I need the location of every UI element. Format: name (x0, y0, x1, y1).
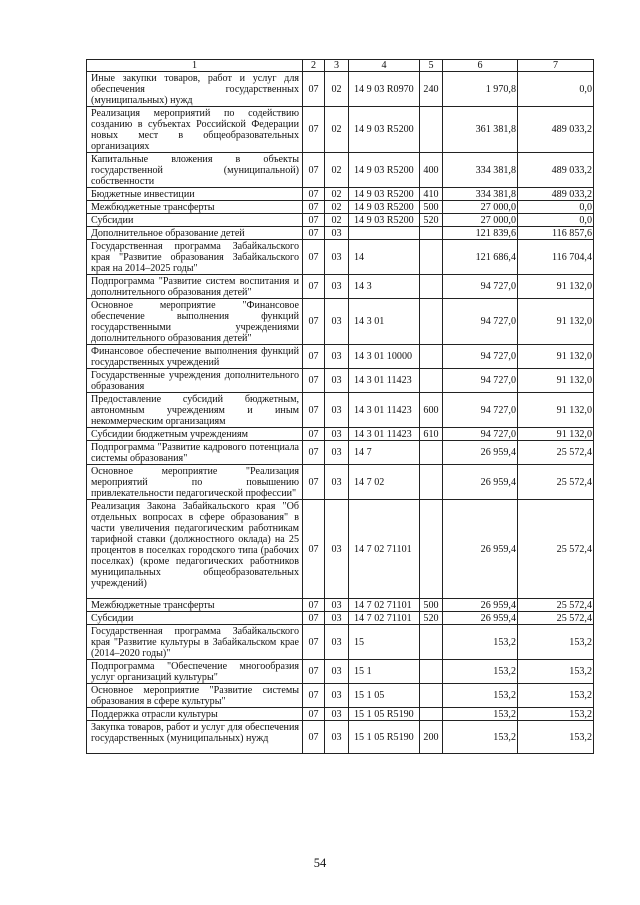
row-name-cell: Реализация мероприятий по содействию созданию в субъектах Российской Федерации новых мест в общеобразовательных организациях (87, 107, 303, 153)
amount-year1-cell: 1 970,8 (443, 72, 518, 107)
row-name-cell: Межбюджетные трансферты (87, 599, 303, 612)
target-article-cell: 14 9 03 R5200 (349, 153, 420, 188)
header-cell-7: 7 (518, 60, 594, 72)
target-article-cell: 15 (349, 625, 420, 660)
expense-type-cell (420, 275, 443, 299)
expense-type-cell (420, 369, 443, 393)
subsection-cell: 03 (325, 345, 349, 369)
amount-year2-cell: 116 857,6 (518, 227, 594, 240)
table-row (87, 612, 594, 625)
table-row (87, 275, 594, 299)
subsection-cell: 03 (325, 275, 349, 299)
expense-type-cell: 200 (420, 721, 443, 754)
amount-year1-cell: 26 959,4 (443, 612, 518, 625)
target-article-cell: 14 (349, 240, 420, 275)
row-name-cell: Закупка товаров, работ и услуг для обеспечения государственных (муниципальных) нужд (87, 721, 303, 754)
amount-year2-cell: 91 132,0 (518, 345, 594, 369)
section-cell: 07 (303, 214, 325, 227)
amount-year1-cell: 94 727,0 (443, 345, 518, 369)
amount-year2-cell: 0,0 (518, 214, 594, 227)
row-name-cell: Подпрограмма "Развитие систем воспитания и дополнительного образования детей" (87, 275, 303, 299)
amount-year2-cell: 91 132,0 (518, 275, 594, 299)
expense-type-cell: 500 (420, 599, 443, 612)
amount-year1-cell: 153,2 (443, 708, 518, 721)
subsection-cell: 03 (325, 441, 349, 465)
expense-type-cell: 410 (420, 188, 443, 201)
subsection-cell: 02 (325, 188, 349, 201)
amount-year2-cell: 91 132,0 (518, 369, 594, 393)
expense-type-cell (420, 240, 443, 275)
expense-type-cell (420, 684, 443, 708)
subsection-cell: 02 (325, 107, 349, 153)
row-name-cell: Государственная программа Забайкальского края "Развитие образования Забайкальского края на 2014–2025 годы" (87, 240, 303, 275)
row-name-cell: Финансовое обеспечение выполнения функций государственных учреждений (87, 345, 303, 369)
amount-year1-cell: 94 727,0 (443, 393, 518, 428)
row-name-cell: Реализация Закона Забайкальского края "Об отдельных вопросах в сфере образования" в части увеличения педагогическим работникам тарифной ставки (должностного оклада) на 25 процентов в поселках городского типа (рабочих поселках) (кроме педагогических работников муниципальных общеобразовательных учреждений) (87, 500, 303, 599)
table-row (87, 625, 594, 660)
amount-year2-cell: 0,0 (518, 201, 594, 214)
table-row (87, 153, 594, 188)
row-name-cell: Межбюджетные трансферты (87, 201, 303, 214)
target-article-cell: 14 3 (349, 275, 420, 299)
section-cell: 07 (303, 227, 325, 240)
table-body (87, 60, 594, 754)
amount-year1-cell: 94 727,0 (443, 369, 518, 393)
row-name-cell: Субсидии (87, 612, 303, 625)
header-cell-2: 2 (303, 60, 325, 72)
subsection-cell: 03 (325, 625, 349, 660)
expense-type-cell: 240 (420, 72, 443, 107)
row-name-cell: Государственные учреждения дополнительного образования (87, 369, 303, 393)
expense-type-cell (420, 500, 443, 599)
table-row (87, 599, 594, 612)
amount-year2-cell: 153,2 (518, 708, 594, 721)
expense-type-cell: 520 (420, 214, 443, 227)
amount-year1-cell: 361 381,8 (443, 107, 518, 153)
target-article-cell: 15 1 05 R5190 (349, 708, 420, 721)
target-article-cell: 14 9 03 R5200 (349, 201, 420, 214)
amount-year2-cell: 489 033,2 (518, 153, 594, 188)
subsection-cell: 03 (325, 299, 349, 345)
header-cell-6: 6 (443, 60, 518, 72)
table-row (87, 214, 594, 227)
table-row (87, 188, 594, 201)
amount-year2-cell: 489 033,2 (518, 188, 594, 201)
table-row (87, 107, 594, 153)
amount-year1-cell: 153,2 (443, 721, 518, 754)
subsection-cell: 03 (325, 240, 349, 275)
section-cell: 07 (303, 625, 325, 660)
target-article-cell: 14 9 03 R0970 (349, 72, 420, 107)
row-name-cell: Поддержка отрасли культуры (87, 708, 303, 721)
target-article-cell: 14 7 02 71101 (349, 599, 420, 612)
section-cell: 07 (303, 345, 325, 369)
row-name-cell: Основное мероприятие "Реализация мероприятий по повышению привлекательности педагогической профессии" (87, 465, 303, 500)
subsection-cell: 03 (325, 684, 349, 708)
target-article-cell: 14 7 02 71101 (349, 612, 420, 625)
subsection-cell: 02 (325, 72, 349, 107)
subsection-cell: 03 (325, 369, 349, 393)
table-row (87, 72, 594, 107)
amount-year1-cell: 334 381,8 (443, 188, 518, 201)
amount-year2-cell: 25 572,4 (518, 599, 594, 612)
amount-year1-cell: 94 727,0 (443, 275, 518, 299)
target-article-cell: 14 7 02 71101 (349, 500, 420, 599)
amount-year2-cell: 25 572,4 (518, 612, 594, 625)
table-row (87, 240, 594, 275)
amount-year2-cell: 153,2 (518, 660, 594, 684)
expense-type-cell: 600 (420, 393, 443, 428)
header-cell-1: 1 (87, 60, 303, 72)
row-name-cell: Капитальные вложения в объекты государственной (муниципальной) собственности (87, 153, 303, 188)
subsection-cell: 03 (325, 721, 349, 754)
table-row (87, 345, 594, 369)
amount-year2-cell: 153,2 (518, 625, 594, 660)
row-name-cell: Предоставление субсидий бюджетным, автономным учреждениям и иным некоммерческим организациям (87, 393, 303, 428)
row-name-cell: Бюджетные инвестиции (87, 188, 303, 201)
header-cell-4: 4 (349, 60, 420, 72)
row-name-cell: Государственная программа Забайкальского края "Развитие культуры в Забайкальском крае (2014–2020 годы)" (87, 625, 303, 660)
header-cell-3: 3 (325, 60, 349, 72)
expense-type-cell (420, 299, 443, 345)
target-article-cell: 14 3 01 11423 (349, 393, 420, 428)
amount-year2-cell: 91 132,0 (518, 393, 594, 428)
section-cell: 07 (303, 107, 325, 153)
table-row (87, 465, 594, 500)
section-cell: 07 (303, 708, 325, 721)
row-name-cell: Основное мероприятие "Развитие системы образования в сфере культуры" (87, 684, 303, 708)
page-number: 54 (313, 856, 327, 870)
amount-year1-cell: 121 686,4 (443, 240, 518, 275)
subsection-cell: 03 (325, 708, 349, 721)
target-article-cell: 14 3 01 11423 (349, 369, 420, 393)
amount-year2-cell: 91 132,0 (518, 299, 594, 345)
row-name-cell: Субсидии (87, 214, 303, 227)
row-name-cell: Дополнительное образование детей (87, 227, 303, 240)
amount-year1-cell: 94 727,0 (443, 299, 518, 345)
header-row (87, 60, 594, 72)
target-article-cell (349, 227, 420, 240)
amount-year2-cell: 25 572,4 (518, 441, 594, 465)
row-name-cell: Подпрограмма "Развитие кадрового потенциала системы образования" (87, 441, 303, 465)
expense-type-cell: 400 (420, 153, 443, 188)
amount-year2-cell: 116 704,4 (518, 240, 594, 275)
target-article-cell: 14 3 01 (349, 299, 420, 345)
section-cell: 07 (303, 369, 325, 393)
amount-year2-cell: 25 572,4 (518, 500, 594, 599)
amount-year1-cell: 153,2 (443, 684, 518, 708)
section-cell: 07 (303, 393, 325, 428)
target-article-cell: 14 7 (349, 441, 420, 465)
table-row (87, 708, 594, 721)
section-cell: 07 (303, 500, 325, 599)
table-row (87, 684, 594, 708)
row-name-cell: Субсидии бюджетным учреждениям (87, 428, 303, 441)
amount-year1-cell: 26 959,4 (443, 465, 518, 500)
amount-year2-cell: 25 572,4 (518, 465, 594, 500)
target-article-cell: 15 1 05 R5190 (349, 721, 420, 754)
amount-year1-cell: 26 959,4 (443, 500, 518, 599)
amount-year1-cell: 26 959,4 (443, 599, 518, 612)
section-cell: 07 (303, 441, 325, 465)
expense-type-cell (420, 107, 443, 153)
target-article-cell: 14 7 02 (349, 465, 420, 500)
section-cell: 07 (303, 721, 325, 754)
table-row (87, 393, 594, 428)
expense-type-cell: 610 (420, 428, 443, 441)
amount-year1-cell: 94 727,0 (443, 428, 518, 441)
table-row (87, 227, 594, 240)
row-name-cell: Основное мероприятие "Финансовое обеспечение выполнения функций государственными учреждениями дополнительного образования детей" (87, 299, 303, 345)
section-cell: 07 (303, 188, 325, 201)
section-cell: 07 (303, 612, 325, 625)
amount-year2-cell: 489 033,2 (518, 107, 594, 153)
subsection-cell: 03 (325, 612, 349, 625)
table-row (87, 369, 594, 393)
table-row (87, 299, 594, 345)
expense-type-cell (420, 625, 443, 660)
row-name-cell: Иные закупки товаров, работ и услуг для обеспечения государственных (муниципальных) нужд (87, 72, 303, 107)
budget-table (86, 59, 594, 754)
expense-type-cell: 520 (420, 612, 443, 625)
subsection-cell: 03 (325, 465, 349, 500)
section-cell: 07 (303, 465, 325, 500)
section-cell: 07 (303, 660, 325, 684)
table-row (87, 500, 594, 599)
amount-year2-cell: 153,2 (518, 721, 594, 754)
table-row (87, 721, 594, 754)
amount-year1-cell: 153,2 (443, 660, 518, 684)
table-row (87, 441, 594, 465)
amount-year2-cell: 0,0 (518, 72, 594, 107)
target-article-cell: 14 3 01 10000 (349, 345, 420, 369)
target-article-cell: 14 9 03 R5200 (349, 214, 420, 227)
section-cell: 07 (303, 153, 325, 188)
subsection-cell: 03 (325, 599, 349, 612)
amount-year2-cell: 153,2 (518, 684, 594, 708)
amount-year1-cell: 27 000,0 (443, 201, 518, 214)
table-row (87, 660, 594, 684)
section-cell: 07 (303, 299, 325, 345)
target-article-cell: 15 1 (349, 660, 420, 684)
amount-year1-cell: 334 381,8 (443, 153, 518, 188)
subsection-cell: 03 (325, 500, 349, 599)
section-cell: 07 (303, 599, 325, 612)
target-article-cell: 14 9 03 R5200 (349, 107, 420, 153)
section-cell: 07 (303, 684, 325, 708)
section-cell: 07 (303, 275, 325, 299)
table-row (87, 201, 594, 214)
subsection-cell: 02 (325, 214, 349, 227)
expense-type-cell (420, 708, 443, 721)
target-article-cell: 14 9 03 R5200 (349, 188, 420, 201)
section-cell: 07 (303, 240, 325, 275)
expense-type-cell (420, 465, 443, 500)
expense-type-cell: 500 (420, 201, 443, 214)
section-cell: 07 (303, 428, 325, 441)
subsection-cell: 03 (325, 428, 349, 441)
target-article-cell: 15 1 05 (349, 684, 420, 708)
amount-year1-cell: 26 959,4 (443, 441, 518, 465)
expense-type-cell (420, 227, 443, 240)
amount-year2-cell: 91 132,0 (518, 428, 594, 441)
expense-type-cell (420, 660, 443, 684)
table-row (87, 428, 594, 441)
expense-type-cell (420, 441, 443, 465)
subsection-cell: 03 (325, 393, 349, 428)
amount-year1-cell: 153,2 (443, 625, 518, 660)
subsection-cell: 03 (325, 227, 349, 240)
expense-type-cell (420, 345, 443, 369)
target-article-cell: 14 3 01 11423 (349, 428, 420, 441)
subsection-cell: 03 (325, 660, 349, 684)
amount-year1-cell: 27 000,0 (443, 214, 518, 227)
header-cell-5: 5 (420, 60, 443, 72)
subsection-cell: 02 (325, 201, 349, 214)
section-cell: 07 (303, 201, 325, 214)
section-cell: 07 (303, 72, 325, 107)
amount-year1-cell: 121 839,6 (443, 227, 518, 240)
row-name-cell: Подпрограмма "Обеспечение многообразия услуг организаций культуры" (87, 660, 303, 684)
subsection-cell: 02 (325, 153, 349, 188)
